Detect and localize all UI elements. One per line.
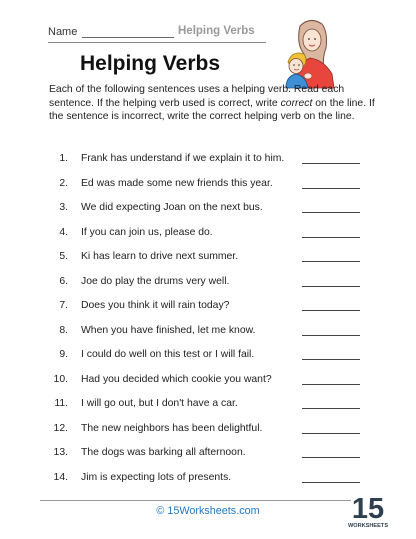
instructions-emphasis: correct bbox=[280, 97, 313, 109]
answer-line[interactable] bbox=[302, 457, 360, 458]
question-text: Had you decided which cookie you want? bbox=[81, 373, 272, 385]
footer-site-link[interactable]: 15Worksheets.com bbox=[167, 505, 260, 517]
question-number: 6. bbox=[59, 275, 68, 287]
question-number: 8. bbox=[59, 324, 68, 336]
copyright-symbol: © bbox=[156, 505, 165, 517]
question-item bbox=[50, 201, 370, 226]
answer-line[interactable] bbox=[302, 482, 360, 483]
question-item bbox=[50, 324, 370, 349]
question-text: Does you think it will rain today? bbox=[81, 300, 230, 311]
question-text: The new neighbors has been delightful. bbox=[81, 422, 263, 434]
worksheet-topic-label: Helping Verbs bbox=[178, 25, 255, 37]
question-item bbox=[50, 177, 370, 202]
question-number: 9. bbox=[59, 349, 68, 360]
question-number: 3. bbox=[59, 202, 68, 213]
question-text: The dogs was barking all afternoon. bbox=[81, 447, 246, 458]
answer-line[interactable] bbox=[302, 335, 360, 336]
question-list bbox=[50, 152, 370, 495]
question-text: We did expecting Joan on the next bus. bbox=[81, 202, 263, 213]
answer-line[interactable] bbox=[302, 310, 360, 311]
answer-line[interactable] bbox=[302, 237, 360, 238]
question-number: 12. bbox=[53, 422, 68, 434]
question-number: 5. bbox=[59, 251, 68, 262]
question-text: Jim is expecting lots of presents. bbox=[81, 471, 232, 483]
question-number: 14. bbox=[53, 471, 68, 483]
question-item bbox=[50, 250, 370, 275]
logo-text: WORKSHEETS bbox=[347, 523, 389, 529]
instructions-text-part2: on the line. If the sentence is incorrect, write the correct helping verb on the line. bbox=[49, 97, 375, 123]
answer-line[interactable] bbox=[302, 359, 360, 360]
question-text: When you have finished, let me know. bbox=[81, 324, 256, 336]
question-number: 2. bbox=[59, 177, 68, 189]
mother-and-child-icon bbox=[282, 18, 346, 88]
page-title: Helping Verbs bbox=[79, 52, 221, 75]
answer-line[interactable] bbox=[302, 212, 360, 213]
question-item bbox=[50, 397, 370, 422]
question-number: 4. bbox=[59, 226, 68, 238]
instructions-text-part1: Each of the following sentences uses a helping verb. Read each sentence. If the helping verb used is correct, write bbox=[49, 84, 345, 109]
question-text: I will go out, but I don't have a car. bbox=[81, 398, 238, 409]
answer-line[interactable] bbox=[302, 163, 360, 164]
footer-divider bbox=[40, 500, 370, 501]
answer-line[interactable] bbox=[302, 384, 360, 385]
answer-line[interactable] bbox=[302, 286, 360, 287]
header-underline bbox=[48, 42, 266, 43]
answer-line[interactable] bbox=[302, 261, 360, 262]
question-item bbox=[50, 446, 370, 471]
question-number: 1. bbox=[59, 153, 68, 164]
question-item bbox=[50, 299, 370, 324]
question-text: I could do well on this test or I will fail. bbox=[81, 349, 255, 360]
question-text: Frank has understand if we explain it to him. bbox=[81, 153, 285, 164]
question-item bbox=[50, 152, 370, 177]
question-number: 11. bbox=[54, 398, 68, 409]
answer-line[interactable] bbox=[302, 433, 360, 434]
15worksheets-logo-icon bbox=[347, 489, 389, 531]
question-text: If you can join us, please do. bbox=[81, 226, 213, 238]
question-item bbox=[50, 422, 370, 447]
question-item bbox=[50, 348, 370, 373]
question-text: Ed was made some new friends this year. bbox=[81, 177, 273, 189]
question-number: 7. bbox=[59, 300, 68, 311]
question-text: Joe do play the drums very well. bbox=[81, 275, 230, 287]
question-item bbox=[50, 226, 370, 251]
answer-line[interactable] bbox=[302, 188, 360, 189]
question-text: Ki has learn to drive next summer. bbox=[81, 251, 239, 262]
question-item bbox=[50, 373, 370, 398]
question-item bbox=[50, 471, 370, 496]
name-label: Name bbox=[48, 26, 78, 38]
question-item bbox=[50, 275, 370, 300]
answer-line[interactable] bbox=[302, 408, 360, 409]
worksheet-header bbox=[48, 26, 268, 40]
name-input-line[interactable] bbox=[82, 37, 174, 38]
logo-number: 15 bbox=[351, 493, 385, 525]
question-number: 10. bbox=[53, 373, 68, 385]
instructions-paragraph bbox=[49, 83, 377, 124]
question-number: 13. bbox=[53, 447, 68, 458]
